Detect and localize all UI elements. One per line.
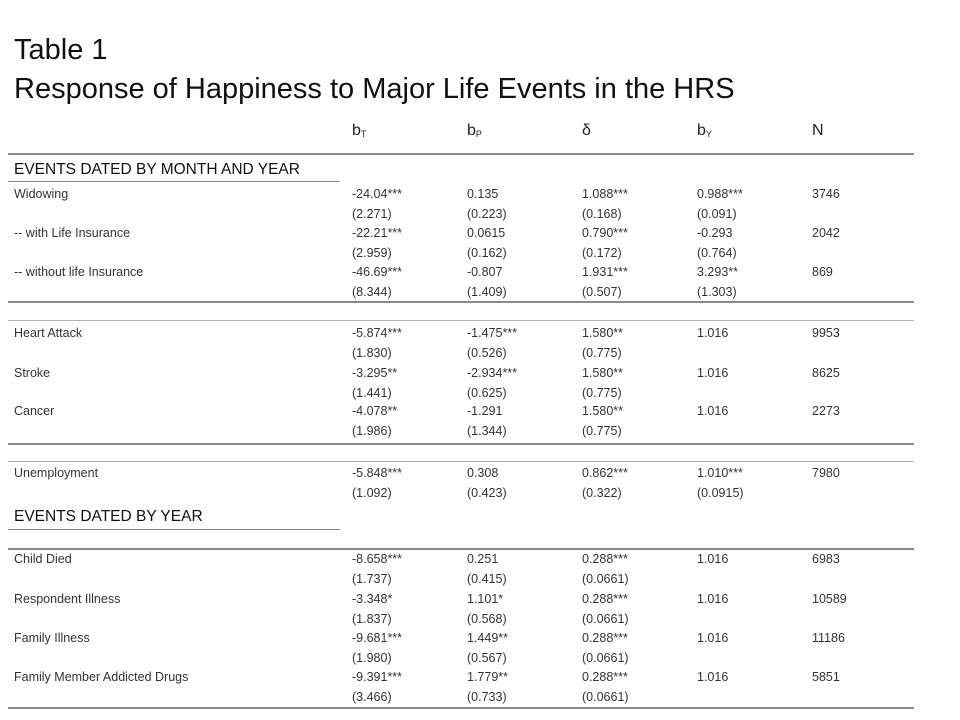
cell-by: 1.016 xyxy=(697,404,729,418)
cell-bp-se: (0.526) xyxy=(467,346,507,360)
section-underline xyxy=(8,529,340,530)
cell-bt: -22.21*** xyxy=(352,226,403,240)
cell-by: 1.016 xyxy=(697,326,729,340)
cell-bp: 1.449** xyxy=(467,631,509,645)
row-label: Widowing xyxy=(14,187,69,201)
cell-bp: 0.308 xyxy=(467,466,499,480)
cell-bp-se: (0.415) xyxy=(467,572,507,586)
cell-bp-se: (0.733) xyxy=(467,690,507,704)
group-divider xyxy=(8,443,914,445)
cell-bt-se: (1.837) xyxy=(352,612,392,626)
table-row xyxy=(0,464,960,504)
cell-delta-se: (0.507) xyxy=(582,285,622,299)
cell-by: 1.016 xyxy=(697,552,729,566)
table-row xyxy=(0,550,960,590)
cell-delta: 0.288*** xyxy=(582,592,628,606)
cell-bp: 1.779** xyxy=(467,670,509,684)
table-row xyxy=(0,224,960,264)
cell-n: 2042 xyxy=(812,226,840,240)
cell-bt-se: (1.092) xyxy=(352,486,392,500)
header-by: $b_Y$ xyxy=(697,122,712,139)
cell-bt: -3.348* xyxy=(352,592,393,606)
row-label: -- with Life Insurance xyxy=(14,226,131,240)
table-row xyxy=(0,629,960,669)
cell-bt: -9.391*** xyxy=(352,670,403,684)
cell-by-se: (0.764) xyxy=(697,246,737,260)
cell-bt-se: (1.980) xyxy=(352,651,392,665)
cell-delta: 0.288*** xyxy=(582,631,628,645)
cell-bt-se: (1.986) xyxy=(352,424,392,438)
cell-delta: 1.580** xyxy=(582,326,624,340)
cell-bt-se: (1.441) xyxy=(352,386,392,400)
cell-bt: -5.874*** xyxy=(352,326,403,340)
group-divider xyxy=(8,320,914,321)
cell-bp-se: (0.568) xyxy=(467,612,507,626)
cell-by: 1.016 xyxy=(697,670,729,684)
cell-delta: 1.580** xyxy=(582,366,624,380)
cell-delta-se: (0.172) xyxy=(582,246,622,260)
cell-by-se: (0.091) xyxy=(697,207,737,221)
header-bt: $b_T$ xyxy=(352,122,367,139)
cell-bt-se: (2.959) xyxy=(352,246,392,260)
cell-bp: 0.251 xyxy=(467,552,499,566)
cell-by: 1.016 xyxy=(697,366,729,380)
cell-bt-se: (2.271) xyxy=(352,207,392,221)
cell-bp: -1.475*** xyxy=(467,326,518,340)
header-delta: δ xyxy=(582,122,591,139)
cell-delta: 1.580** xyxy=(582,404,624,418)
cell-bt-se: (8.344) xyxy=(352,285,392,299)
cell-delta-se: (0.775) xyxy=(582,346,622,360)
cell-bp: 0.0615 xyxy=(467,226,506,240)
cell-delta-se: (0.0661) xyxy=(582,690,629,704)
cell-n: 9953 xyxy=(812,326,840,340)
row-label: Stroke xyxy=(14,366,51,380)
cell-bp-se: (0.223) xyxy=(467,207,507,221)
cell-by: -0.293 xyxy=(697,226,733,240)
cell-delta: 1.931*** xyxy=(582,265,628,279)
table-number: Table 1 xyxy=(14,34,108,66)
cell-delta-se: (0.168) xyxy=(582,207,622,221)
cell-bp-se: (0.162) xyxy=(467,246,507,260)
cell-delta: 0.288*** xyxy=(582,552,628,566)
section-year: EVENTS DATED BY YEAR xyxy=(14,508,203,525)
cell-delta: 0.790*** xyxy=(582,226,628,240)
table-row xyxy=(0,668,960,708)
cell-bt: -5.848*** xyxy=(352,466,403,480)
row-label: Respondent Illness xyxy=(14,592,121,606)
row-label: Unemployment xyxy=(14,466,99,480)
cell-by: 3.293** xyxy=(697,265,739,279)
cell-bt: -9.681*** xyxy=(352,631,403,645)
row-label: Child Died xyxy=(14,552,72,566)
table-title: Response of Happiness to Major Life Events in the HRS xyxy=(14,73,735,105)
cell-bt-se: (1.737) xyxy=(352,572,392,586)
cell-n: 8625 xyxy=(812,366,840,380)
table-row xyxy=(0,364,960,404)
cell-bp-se: (0.423) xyxy=(467,486,507,500)
header-rule xyxy=(8,153,914,155)
cell-delta-se: (0.0661) xyxy=(582,651,629,665)
table-row xyxy=(0,402,960,442)
cell-delta-se: (0.775) xyxy=(582,386,622,400)
cell-bp-se: (0.567) xyxy=(467,651,507,665)
cell-bt-se: (3.466) xyxy=(352,690,392,704)
header-n: N xyxy=(812,122,824,139)
row-label: Heart Attack xyxy=(14,326,83,340)
row-label: Cancer xyxy=(14,404,55,418)
cell-n: 5851 xyxy=(812,670,840,684)
table-row xyxy=(0,324,960,364)
group-divider xyxy=(8,461,914,462)
cell-bp-se: (1.344) xyxy=(467,424,507,438)
header-bp: $b_P$ xyxy=(467,122,482,139)
cell-delta-se: (0.0661) xyxy=(582,572,629,586)
cell-n: 7980 xyxy=(812,466,840,480)
cell-bt-se: (1.830) xyxy=(352,346,392,360)
cell-bp: -2.934*** xyxy=(467,366,518,380)
table-row xyxy=(0,185,960,225)
cell-n: 11186 xyxy=(812,631,845,645)
cell-by: 1.010*** xyxy=(697,466,743,480)
cell-bp: 1.101* xyxy=(467,592,504,606)
cell-by: 1.016 xyxy=(697,631,729,645)
cell-bp-se: (0.625) xyxy=(467,386,507,400)
cell-n: 10589 xyxy=(812,592,847,606)
cell-delta-se: (0.0661) xyxy=(582,612,629,626)
cell-delta-se: (0.322) xyxy=(582,486,622,500)
section-underline xyxy=(8,181,340,182)
row-label: Family Illness xyxy=(14,631,90,645)
cell-bt: -8.658*** xyxy=(352,552,403,566)
row-label: Family Member Addicted Drugs xyxy=(14,670,189,684)
cell-bp-se: (1.409) xyxy=(467,285,507,299)
cell-by-se: (1.303) xyxy=(697,285,737,299)
row-label: -- without life Insurance xyxy=(14,265,144,279)
cell-delta-se: (0.775) xyxy=(582,424,622,438)
cell-bp: 0.135 xyxy=(467,187,499,201)
table-row xyxy=(0,590,960,630)
cell-bt: -46.69*** xyxy=(352,265,403,279)
cell-n: 869 xyxy=(812,265,833,279)
cell-bp: -1.291 xyxy=(467,404,503,418)
cell-delta: 0.288*** xyxy=(582,670,628,684)
cell-bt: -24.04*** xyxy=(352,187,403,201)
cell-by: 1.016 xyxy=(697,592,729,606)
cell-bt: -4.078** xyxy=(352,404,398,418)
cell-n: 6983 xyxy=(812,552,840,566)
cell-delta: 1.088*** xyxy=(582,187,628,201)
section-month-year: EVENTS DATED BY MONTH AND YEAR xyxy=(14,161,300,178)
cell-bt: -3.295** xyxy=(352,366,398,380)
cell-by: 0.988*** xyxy=(697,187,743,201)
cell-n: 3746 xyxy=(812,187,840,201)
cell-by-se: (0.0915) xyxy=(697,486,744,500)
cell-n: 2273 xyxy=(812,404,840,418)
cell-delta: 0.862*** xyxy=(582,466,628,480)
cell-bp: -0.807 xyxy=(467,265,503,279)
table-row xyxy=(0,263,960,303)
